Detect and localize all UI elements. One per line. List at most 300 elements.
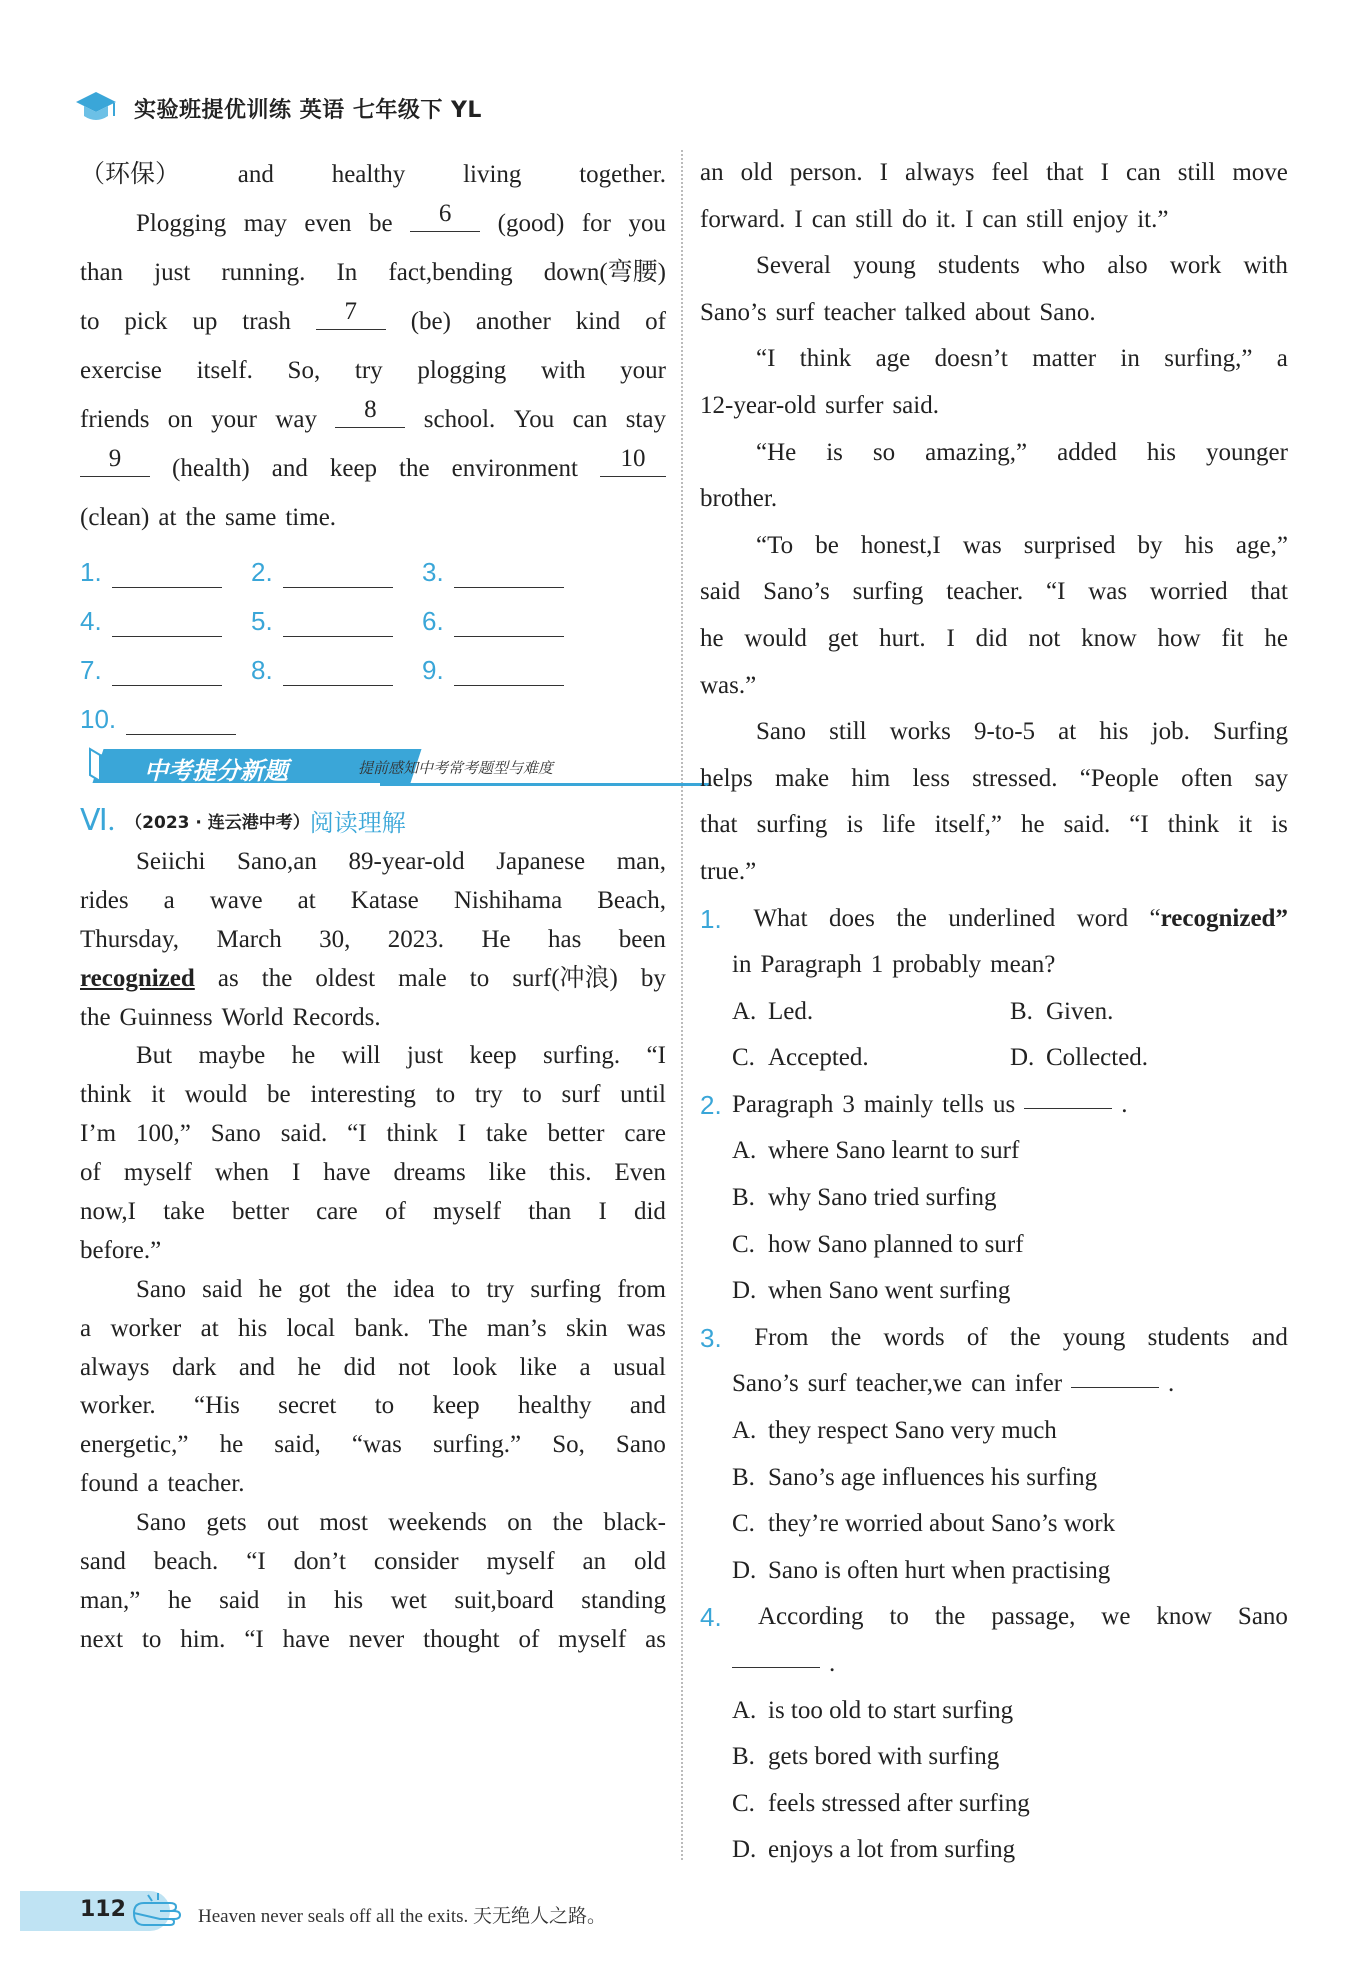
answer-item (251, 557, 422, 588)
word: beach. (153, 1548, 219, 1576)
word: usual (613, 1353, 666, 1381)
word: younger (1206, 438, 1288, 466)
option-label: A. (732, 997, 757, 1025)
word: a (579, 1353, 591, 1381)
word: Sano (210, 1120, 261, 1148)
word: But (136, 1042, 173, 1070)
word: surfing (530, 1275, 602, 1303)
passage-line (700, 616, 1288, 663)
word: this. (549, 1159, 592, 1187)
word: fit (1221, 624, 1244, 652)
word: Sano,an (237, 848, 317, 875)
answer-number: 10. (80, 704, 117, 734)
word: us (992, 1090, 1016, 1118)
passage-line (700, 849, 1288, 896)
word: Sano. (1039, 298, 1096, 326)
word: to (522, 1081, 542, 1109)
answer-line[interactable] (112, 563, 222, 588)
word: like (519, 1353, 558, 1381)
word: life (882, 811, 916, 839)
word: myself (432, 1198, 502, 1226)
word: feel (991, 159, 1029, 186)
word: to (141, 1625, 162, 1653)
option-label: C. (732, 1044, 755, 1072)
word: work (1169, 252, 1222, 280)
option-text: Collected. (1046, 1044, 1149, 1072)
word: surf (807, 1370, 847, 1398)
word: talked (904, 298, 966, 326)
word: been (618, 925, 666, 953)
word: surfing (756, 811, 828, 839)
word: be (815, 531, 839, 559)
word: the (896, 904, 927, 932)
word: March (216, 925, 282, 953)
word: 9-to-5 (973, 718, 1036, 746)
word: Paragraph (760, 951, 862, 979)
passage-line (80, 1426, 666, 1465)
graduation-cap-icon (74, 88, 118, 128)
word: always (80, 1353, 150, 1381)
footer-motto: Heaven never seals off all the exits. 天无绝人之路。 (198, 1906, 607, 1927)
word: man’s (486, 1314, 547, 1342)
word: Sano (136, 1509, 186, 1537)
word: Japanese (496, 848, 586, 875)
word: with (541, 357, 586, 384)
question-line (700, 1641, 1288, 1688)
answer-line[interactable] (454, 563, 564, 588)
word: for (581, 210, 611, 237)
word: standing (581, 1586, 666, 1614)
word: probably (892, 951, 982, 979)
word: “recognized” (1149, 904, 1288, 932)
answer-line[interactable] (454, 661, 564, 686)
word: and (1251, 1323, 1288, 1351)
passage-line (700, 290, 1288, 337)
option-b[interactable] (700, 1455, 1288, 1502)
option-a[interactable] (700, 1688, 1288, 1735)
section-source: （2023 · 连云港中考） (125, 812, 310, 833)
reading-passage-right (700, 150, 1288, 896)
cloze-blank-8[interactable]: 8 (335, 395, 405, 428)
cloze-line (80, 444, 666, 493)
passage-line (80, 1465, 666, 1504)
word: less (912, 764, 950, 792)
option-a[interactable] (732, 989, 1010, 1036)
word: to (450, 1275, 471, 1303)
word: even (304, 210, 352, 237)
word: teacher,we (855, 1370, 963, 1398)
question-number: 1. (700, 903, 722, 934)
word: black- (603, 1509, 666, 1537)
section-number: Ⅵ. (80, 803, 116, 837)
word: Sano’s (732, 1370, 799, 1398)
word: Sano’s (700, 298, 767, 326)
word: I (965, 205, 974, 233)
word: when (214, 1159, 269, 1187)
answer-blank[interactable] (732, 1641, 820, 1668)
word: “He (756, 438, 797, 466)
word: think (799, 345, 852, 373)
option-b[interactable] (700, 1175, 1288, 1222)
word: “I (244, 1625, 264, 1653)
word: consider (373, 1548, 459, 1576)
section-heading (80, 800, 406, 840)
option-text: enjoys a lot from surfing (768, 1836, 1016, 1864)
passage-line (80, 960, 666, 999)
word: was.” (700, 671, 757, 699)
word: worried (1149, 578, 1228, 606)
word: a (147, 1470, 159, 1498)
passage-line (80, 1387, 666, 1426)
option-d[interactable] (700, 1548, 1288, 1595)
passage-line (700, 709, 1288, 756)
word: like (488, 1159, 527, 1187)
option-label: D. (732, 1277, 757, 1305)
word: and (271, 455, 308, 482)
answer-blank[interactable] (1024, 1082, 1112, 1109)
word: still (1026, 205, 1064, 233)
word: him (851, 764, 891, 792)
word: an (700, 159, 724, 186)
question-item (700, 1594, 1288, 1874)
option-a[interactable] (700, 1408, 1288, 1455)
word: we (1101, 1603, 1131, 1631)
word: keep (329, 455, 378, 482)
bold-word: recognized” (1160, 904, 1288, 932)
passage-line (700, 197, 1288, 244)
word: dark (171, 1353, 217, 1381)
word: surfer (825, 391, 884, 419)
word: as (217, 964, 239, 992)
word: surf (775, 298, 815, 326)
cloze-blank-10[interactable]: 10 (600, 444, 666, 477)
answer-item (80, 655, 251, 686)
word: young (1062, 1323, 1126, 1351)
question-number: 4. (700, 1602, 722, 1633)
word: take (163, 1198, 205, 1226)
option-b[interactable] (700, 1734, 1288, 1781)
reading-passage-left (80, 843, 666, 1660)
word: keep (469, 1042, 517, 1070)
word: said. (1063, 811, 1111, 839)
word: did (633, 1198, 666, 1226)
option-text: they respect Sano very much (768, 1417, 1057, 1445)
word: try (474, 1081, 503, 1109)
word: a (80, 1314, 92, 1342)
option-text: when Sano went surfing (768, 1277, 1011, 1305)
word: trash (242, 308, 291, 335)
cloze-passage (80, 150, 666, 542)
question-item (700, 1082, 1288, 1315)
word: Even (614, 1159, 666, 1187)
word: was (626, 1314, 666, 1342)
word: Beach, (597, 886, 666, 914)
word: did (343, 1353, 376, 1381)
word: down(弯腰) (543, 259, 666, 286)
word: environment (451, 455, 578, 482)
word: at (158, 504, 177, 531)
word: (health) (172, 455, 250, 482)
option-text: is too old to start surfing (768, 1696, 1014, 1724)
word: the (261, 964, 293, 992)
passage-line (80, 1076, 666, 1115)
option-d[interactable] (700, 1827, 1288, 1874)
question-line (700, 1361, 1288, 1408)
word: try (486, 1275, 515, 1303)
answer-number: 6. (422, 606, 444, 636)
word: does (829, 904, 875, 932)
word: tells (942, 1090, 984, 1118)
word: (good) (497, 210, 565, 237)
word: up (192, 308, 218, 335)
word: together. (579, 161, 666, 188)
cloze-blank-7[interactable]: 7 (316, 297, 386, 330)
answer-number: 7. (80, 655, 102, 685)
word: the (346, 1275, 377, 1303)
word: thought (423, 1625, 500, 1653)
word: fact,bending (388, 259, 513, 286)
word: move (1232, 159, 1288, 186)
option-c[interactable] (700, 1222, 1288, 1269)
word: male (398, 964, 447, 992)
banner-title: 中考提分新题 (144, 757, 288, 785)
banner-underline (380, 783, 710, 786)
word: still (855, 205, 893, 233)
word: a (163, 886, 175, 914)
word: the (934, 1603, 966, 1631)
word: passage, (991, 1603, 1076, 1631)
option-text: Accepted. (768, 1044, 869, 1072)
word: will (341, 1042, 381, 1070)
word: brother. (700, 485, 778, 513)
word: has (548, 925, 582, 953)
word: same (224, 504, 277, 531)
word: the (399, 455, 430, 482)
word: young (853, 252, 916, 280)
word: plogging (417, 357, 507, 384)
word: Surfing (1212, 718, 1288, 746)
answer-line[interactable] (112, 612, 222, 637)
word: his (333, 1586, 364, 1614)
word: 2023. (387, 925, 445, 953)
word: The (428, 1314, 468, 1342)
option-b[interactable] (1010, 989, 1288, 1036)
word: I (291, 1159, 301, 1187)
book-icon (86, 745, 118, 785)
answer-line[interactable] (283, 563, 393, 588)
word: better (547, 1120, 605, 1148)
answer-line[interactable] (454, 612, 564, 637)
passage-line (80, 921, 666, 960)
word: I (457, 1120, 467, 1148)
word: said, (274, 1431, 321, 1459)
word: how (1157, 624, 1201, 652)
word: do (901, 205, 927, 233)
answer-item (422, 557, 593, 588)
word: at (200, 1314, 219, 1342)
answer-line[interactable] (126, 710, 236, 735)
word: myself (558, 1625, 627, 1653)
word: living (463, 161, 522, 188)
cloze-line (80, 346, 666, 395)
word: Paragraph (732, 1090, 834, 1118)
cloze-line (80, 493, 666, 542)
word: of (966, 1323, 988, 1351)
word: it (1238, 811, 1253, 839)
word: I (946, 624, 955, 652)
option-d[interactable] (700, 1268, 1288, 1315)
word: “His (193, 1392, 240, 1420)
answer-row (80, 695, 666, 744)
passage-line (700, 150, 1288, 197)
word: added (1057, 438, 1117, 466)
word: got (298, 1275, 331, 1303)
answer-item (251, 606, 422, 637)
option-text: why Sano tried surfing (768, 1184, 997, 1212)
word: myself (123, 1159, 192, 1187)
word: I (598, 1198, 607, 1226)
passage-line (80, 882, 666, 921)
word: true.” (700, 857, 757, 885)
option-label: B. (732, 1743, 755, 1771)
passage-line (80, 843, 666, 882)
word: interesting (310, 1081, 416, 1109)
word: “To (756, 531, 794, 559)
question-item (700, 896, 1288, 1082)
word: running. (221, 259, 306, 286)
answer-line[interactable] (283, 612, 393, 637)
word: recognized (80, 964, 195, 992)
cloze-blank-9[interactable]: 9 (80, 444, 150, 477)
word: 3 (842, 1090, 855, 1118)
passage-line (80, 1232, 666, 1271)
word: his (1099, 718, 1129, 746)
word: words (883, 1323, 945, 1351)
word: just (406, 1042, 444, 1070)
word: surfing,” (1164, 345, 1253, 373)
word: get (827, 624, 859, 652)
word: weekends (388, 1509, 487, 1537)
word: an (582, 1548, 607, 1576)
option-c[interactable] (732, 1035, 1010, 1082)
passage-line (700, 336, 1288, 383)
word: dreams (393, 1159, 466, 1187)
word: said (219, 1586, 260, 1614)
word: is (846, 811, 864, 839)
word: your (620, 357, 666, 384)
word: by (1137, 531, 1163, 559)
word: job. (1151, 718, 1190, 746)
word: Sano (1237, 1603, 1288, 1631)
word: often (1181, 764, 1233, 792)
word: old (634, 1548, 666, 1576)
word: Katase (350, 886, 419, 914)
word: until (620, 1081, 666, 1109)
passage-line (700, 430, 1288, 477)
word: another (475, 308, 551, 335)
option-d[interactable] (1010, 1035, 1288, 1082)
option-c[interactable] (700, 1781, 1288, 1828)
answer-line[interactable] (112, 661, 222, 686)
word: infer (1014, 1370, 1063, 1398)
passage-line (80, 1154, 666, 1193)
page-footer (0, 1885, 1350, 1935)
word: it.” (1137, 205, 1169, 233)
word: teacher. (167, 1470, 245, 1498)
answer-number: 3. (422, 557, 444, 587)
cloze-line (80, 395, 666, 444)
word: rides (80, 886, 129, 914)
word: about (974, 298, 1031, 326)
word: Seiichi (136, 848, 206, 875)
word: (be) (410, 308, 451, 335)
passage-line (700, 569, 1288, 616)
word: World (221, 1003, 284, 1031)
cloze-line (80, 248, 666, 297)
word: Sano (136, 1275, 186, 1303)
word: can (982, 205, 1018, 233)
word: care (316, 1198, 358, 1226)
word: sand (80, 1548, 126, 1576)
option-label: A. (732, 1696, 757, 1724)
word: before.” (80, 1236, 162, 1264)
word: What (753, 904, 808, 932)
word: the (80, 1003, 111, 1031)
word: in (732, 951, 752, 979)
answer-number: 1. (80, 557, 102, 587)
word: Sano (615, 1431, 666, 1459)
cloze-blank-6[interactable]: 6 (410, 199, 480, 232)
word: helps (700, 764, 753, 792)
word: worker. (80, 1392, 156, 1420)
word: wet (390, 1586, 427, 1614)
word: by (640, 964, 666, 992)
word: I (794, 205, 803, 233)
word: Guinness (119, 1003, 213, 1031)
option-c[interactable] (700, 1501, 1288, 1548)
word: from (617, 1275, 666, 1303)
option-text: Led. (768, 997, 814, 1025)
word: oldest (315, 964, 376, 992)
answer-row (80, 548, 666, 597)
word: man,” (80, 1586, 141, 1614)
word: don’t (293, 1548, 346, 1576)
word: still (1177, 159, 1216, 186)
word: on (167, 406, 193, 433)
word: know (1081, 624, 1137, 652)
word: 1 (870, 951, 884, 979)
word: matter (1032, 345, 1097, 373)
option-a[interactable] (700, 1128, 1288, 1175)
word: the (185, 504, 216, 531)
word: to (435, 1081, 456, 1109)
answer-item (80, 704, 251, 735)
word: the (830, 1323, 862, 1351)
option-label: A. (732, 1137, 757, 1165)
answer-blank[interactable] (1071, 1361, 1159, 1388)
option-text: Sano is often hurt when practising (768, 1556, 1111, 1584)
answer-line[interactable] (283, 661, 393, 686)
word: in (286, 1586, 307, 1614)
section-banner (80, 745, 630, 789)
word: can (572, 406, 608, 433)
word: would (184, 1081, 248, 1109)
word: secret (278, 1392, 337, 1420)
passage-line (700, 663, 1288, 710)
word: bank. (354, 1314, 410, 1342)
word: than (80, 259, 124, 286)
word: surfing. (543, 1042, 621, 1070)
